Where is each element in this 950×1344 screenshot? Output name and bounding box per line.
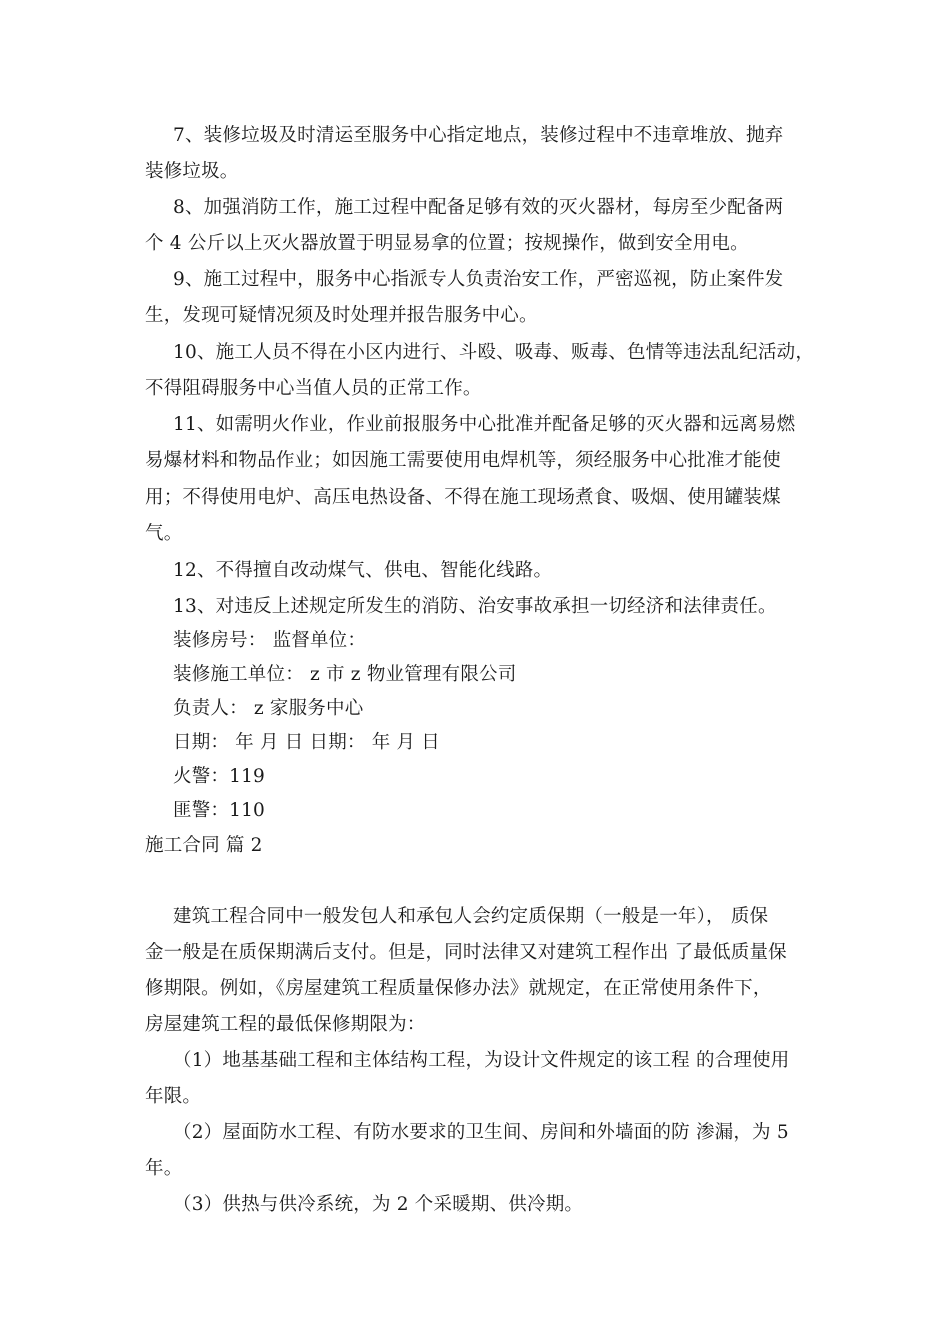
signature-field-responsible: 负责人： z 家服务中心 xyxy=(173,698,364,719)
paragraph-line: 7、装修垃圾及时清运至服务中心指定地点，装修过程中不违章堆放、抛弃 xyxy=(173,125,784,146)
paragraph-line: 装修垃圾。 xyxy=(145,161,239,182)
paragraph-line: 用；不得使用电炉、高压电热设备、不得在施工现场煮食、吸烟、使用罐装煤 xyxy=(145,487,781,508)
paragraph-line: 9、施工过程中，服务中心指派专人负责治安工作，严密巡视，防止案件发 xyxy=(173,269,784,290)
list-item: （2）屋面防水工程、有防水要求的卫生间、房间和外墙面的防 渗漏，为 5 xyxy=(173,1122,789,1143)
list-item-continuation: 年限。 xyxy=(145,1086,202,1107)
paragraph-line: 10、施工人员不得在小区内进行、斗殴、吸毒、贩毒、色情等违法乱纪活动， xyxy=(173,342,815,363)
section-heading: 施工合同 篇 2 xyxy=(145,835,263,856)
list-item-continuation: 年。 xyxy=(145,1158,183,1179)
paragraph-line: 不得阻碍服务中心当值人员的正常工作。 xyxy=(145,378,482,399)
paragraph-line: 12、不得擅自改动煤气、供电、智能化线路。 xyxy=(173,560,553,581)
paragraph-line: 11、如需明火作业，作业前报服务中心批准并配备足够的灭火器和远离易燃 xyxy=(173,414,796,435)
paragraph-line: 金一般是在质保期满后支付。但是，同时法律又对建筑工程作出 了最低质量保 xyxy=(145,942,787,963)
list-item: （1）地基基础工程和主体结构工程，为设计文件规定的该工程 的合理使用 xyxy=(173,1050,790,1071)
paragraph-line: 建筑工程合同中一般发包人和承包人会约定质保期（一般是一年）， 质保 xyxy=(173,906,769,927)
signature-field-date: 日期： 年 月 日 日期： 年 月 日 xyxy=(173,732,440,753)
fire-alarm-number: 火警：119 xyxy=(173,766,266,787)
paragraph-line: 13、对违反上述规定所发生的消防、治安事故承担一切经济和法律责任。 xyxy=(173,596,777,617)
paragraph-line: 个 4 公斤以上灭火器放置于明显易拿的位置；按规操作，做到安全用电。 xyxy=(145,233,749,254)
paragraph-line: 气。 xyxy=(145,523,183,544)
police-number: 匪警：110 xyxy=(173,800,266,821)
paragraph-line: 8、加强消防工作，施工过程中配备足够有效的灭火器材，每房至少配备两 xyxy=(173,197,784,218)
paragraph-line: 房屋建筑工程的最低保修期限为： xyxy=(145,1014,426,1035)
list-item: （3）供热与供冷系统，为 2 个采暖期、供冷期。 xyxy=(173,1194,584,1215)
paragraph-line: 修期限。例如，《房屋建筑工程质量保修办法》就规定，在正常使用条件下， xyxy=(145,978,772,999)
paragraph-line: 生，发现可疑情况须及时处理并报告服务中心。 xyxy=(145,305,538,326)
signature-field-room: 装修房号： 监督单位： xyxy=(173,630,367,651)
signature-field-contractor: 装修施工单位： z 市 z 物业管理有限公司 xyxy=(173,664,517,685)
paragraph-line: 易爆材料和物品作业；如因施工需要使用电焊机等，须经服务中心批准才能使 xyxy=(145,450,781,471)
